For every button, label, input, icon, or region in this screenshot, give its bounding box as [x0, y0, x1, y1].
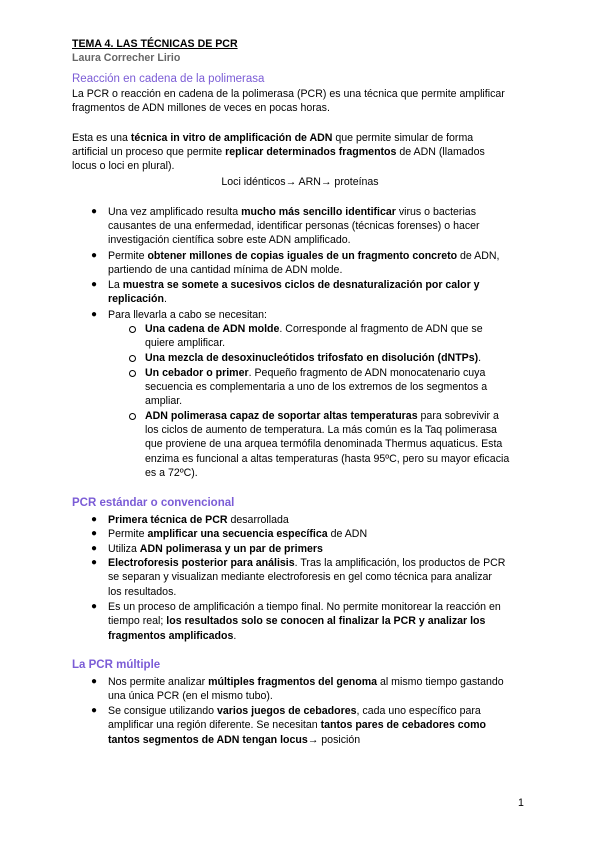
sub-bullet-icon: [129, 370, 136, 377]
list-item: Permite amplificar una secuencia específica de ADN: [108, 528, 368, 540]
centered-formula: Loci idénticos→ ARN→ proteínas: [221, 176, 379, 188]
bullet-icon: ●: [91, 279, 98, 290]
list-item-line: investigación científica sobre este ADN amplificado.: [108, 234, 351, 246]
sub-list-item-line: es a 72ºC).: [145, 467, 198, 479]
paragraph-line: fragmentos de ADN millones de veces en pocas horas.: [72, 102, 330, 114]
list-item: Permite obtener millones de copias iguales de un fragmento concreto de ADN,: [108, 250, 500, 262]
list-item: Utiliza ADN polimerasa y un par de primers: [108, 543, 323, 555]
sub-list-item: Un cebador o primer. Pequeño fragmento de ADN monocatenario cuya: [145, 367, 486, 379]
sub-bullet-icon: [129, 355, 136, 362]
bullet-icon: ●: [91, 601, 98, 612]
list-item-line: los resultados.: [108, 586, 177, 598]
page-number: 1: [518, 797, 524, 809]
sub-list-item: Una cadena de ADN molde. Corresponde al fragmento de ADN que se: [145, 323, 483, 335]
sub-list-item: ADN polimerasa capaz de soportar altas temperaturas para sobrevivir a: [145, 410, 499, 422]
paragraph-line: La PCR o reacción en cadena de la polimerasa (PCR) es una técnica que permite amplificar: [72, 88, 505, 100]
list-item-line: una única PCR (en el mismo tubo).: [108, 690, 273, 702]
list-item: Electroforesis posterior para análisis. Tras la amplificación, los productos de PCR: [108, 557, 506, 569]
author-name: Laura Correcher Lirio: [72, 52, 181, 64]
list-item: Para llevarla a cabo se necesitan:: [108, 309, 267, 321]
list-item: La muestra se somete a sucesivos ciclos de desnaturalización por calor y: [108, 279, 480, 291]
section-heading-polimerasa: Reacción en cadena de la polimerasa: [72, 73, 265, 85]
paragraph-line: artificial un proceso que permite replicar determinados fragmentos de ADN (llamados: [72, 146, 485, 158]
list-item: Nos permite analizar múltiples fragmentos del genoma al mismo tiempo gastando: [108, 676, 504, 688]
sub-list-item-line: enzima es funcional a altas temperaturas (hasta 95ºC, pero su mayor eficacia: [145, 453, 510, 465]
list-item-line: causantes de una enfermedad, identificar personas (técnicas forenses) o hacer: [108, 220, 480, 232]
list-item: Una vez amplificado resulta mucho más sencillo identificar virus o bacterias: [108, 206, 476, 218]
bullet-icon: ●: [91, 557, 98, 568]
document-title: TEMA 4. LAS TÉCNICAS DE PCR: [72, 38, 238, 50]
bullet-icon: ●: [91, 309, 98, 320]
sub-list-item-line: secuencia es complementaria a uno de los extremos de los segmentos a: [145, 381, 488, 393]
bullet-icon: ●: [91, 206, 98, 217]
sub-bullet-icon: [129, 413, 136, 420]
section-heading-pcr-estandar: PCR estándar o convencional: [72, 497, 235, 509]
section-heading-pcr-multiple: La PCR múltiple: [72, 659, 161, 671]
list-item-line: tiempo real; los resultados solo se conocen al finalizar la PCR y analizar los: [108, 615, 486, 627]
list-item: Primera técnica de PCR desarrollada: [108, 514, 289, 526]
bullet-icon: ●: [91, 528, 98, 539]
bullet-icon: ●: [91, 543, 98, 554]
paragraph-line: locus o loci en plural).: [72, 160, 175, 172]
sub-list-item-line: ampliar.: [145, 395, 183, 407]
list-item: Se consigue utilizando varios juegos de cebadores, cada uno específico para: [108, 705, 481, 717]
sub-list-item-line: quiere amplificar.: [145, 337, 226, 349]
list-item-line: partiendo de una cantidad mínima de ADN molde.: [108, 264, 343, 276]
bullet-icon: ●: [91, 676, 98, 687]
bullet-icon: ●: [91, 250, 98, 261]
sub-list-item-line: los ciclos de aumento de temperatura. La más común es la Taq polimerasa: [145, 424, 497, 436]
list-item-line: amplificar una región diferente. Se necesitan tantos pares de cebadores como: [108, 719, 487, 731]
bullet-icon: ●: [91, 705, 98, 716]
sub-list-item-line: que proviene de una arquea termófila denominada Thermus aquaticus. Esta: [145, 438, 503, 450]
sub-bullet-icon: [129, 326, 136, 333]
list-item-line: replicación.: [108, 293, 167, 305]
sub-list-item: Una mezcla de desoxinucleótidos trifosfato en disolución (dNTPs).: [145, 352, 482, 364]
list-item: Es un proceso de amplificación a tiempo final. No permite monitorear la reacción en: [108, 601, 501, 613]
list-item-line: tantos segmentos de ADN tengan locus→ posición: [108, 734, 361, 746]
list-item-line: se separan y visualizan mediante electroforesis en gel como técnica para analizar: [108, 571, 492, 583]
list-item-line: fragmentos amplificados.: [108, 630, 237, 642]
bullet-icon: ●: [91, 514, 98, 525]
paragraph-line: Esta es una técnica in vitro de amplificación de ADN que permite simular de forma: [72, 132, 474, 144]
